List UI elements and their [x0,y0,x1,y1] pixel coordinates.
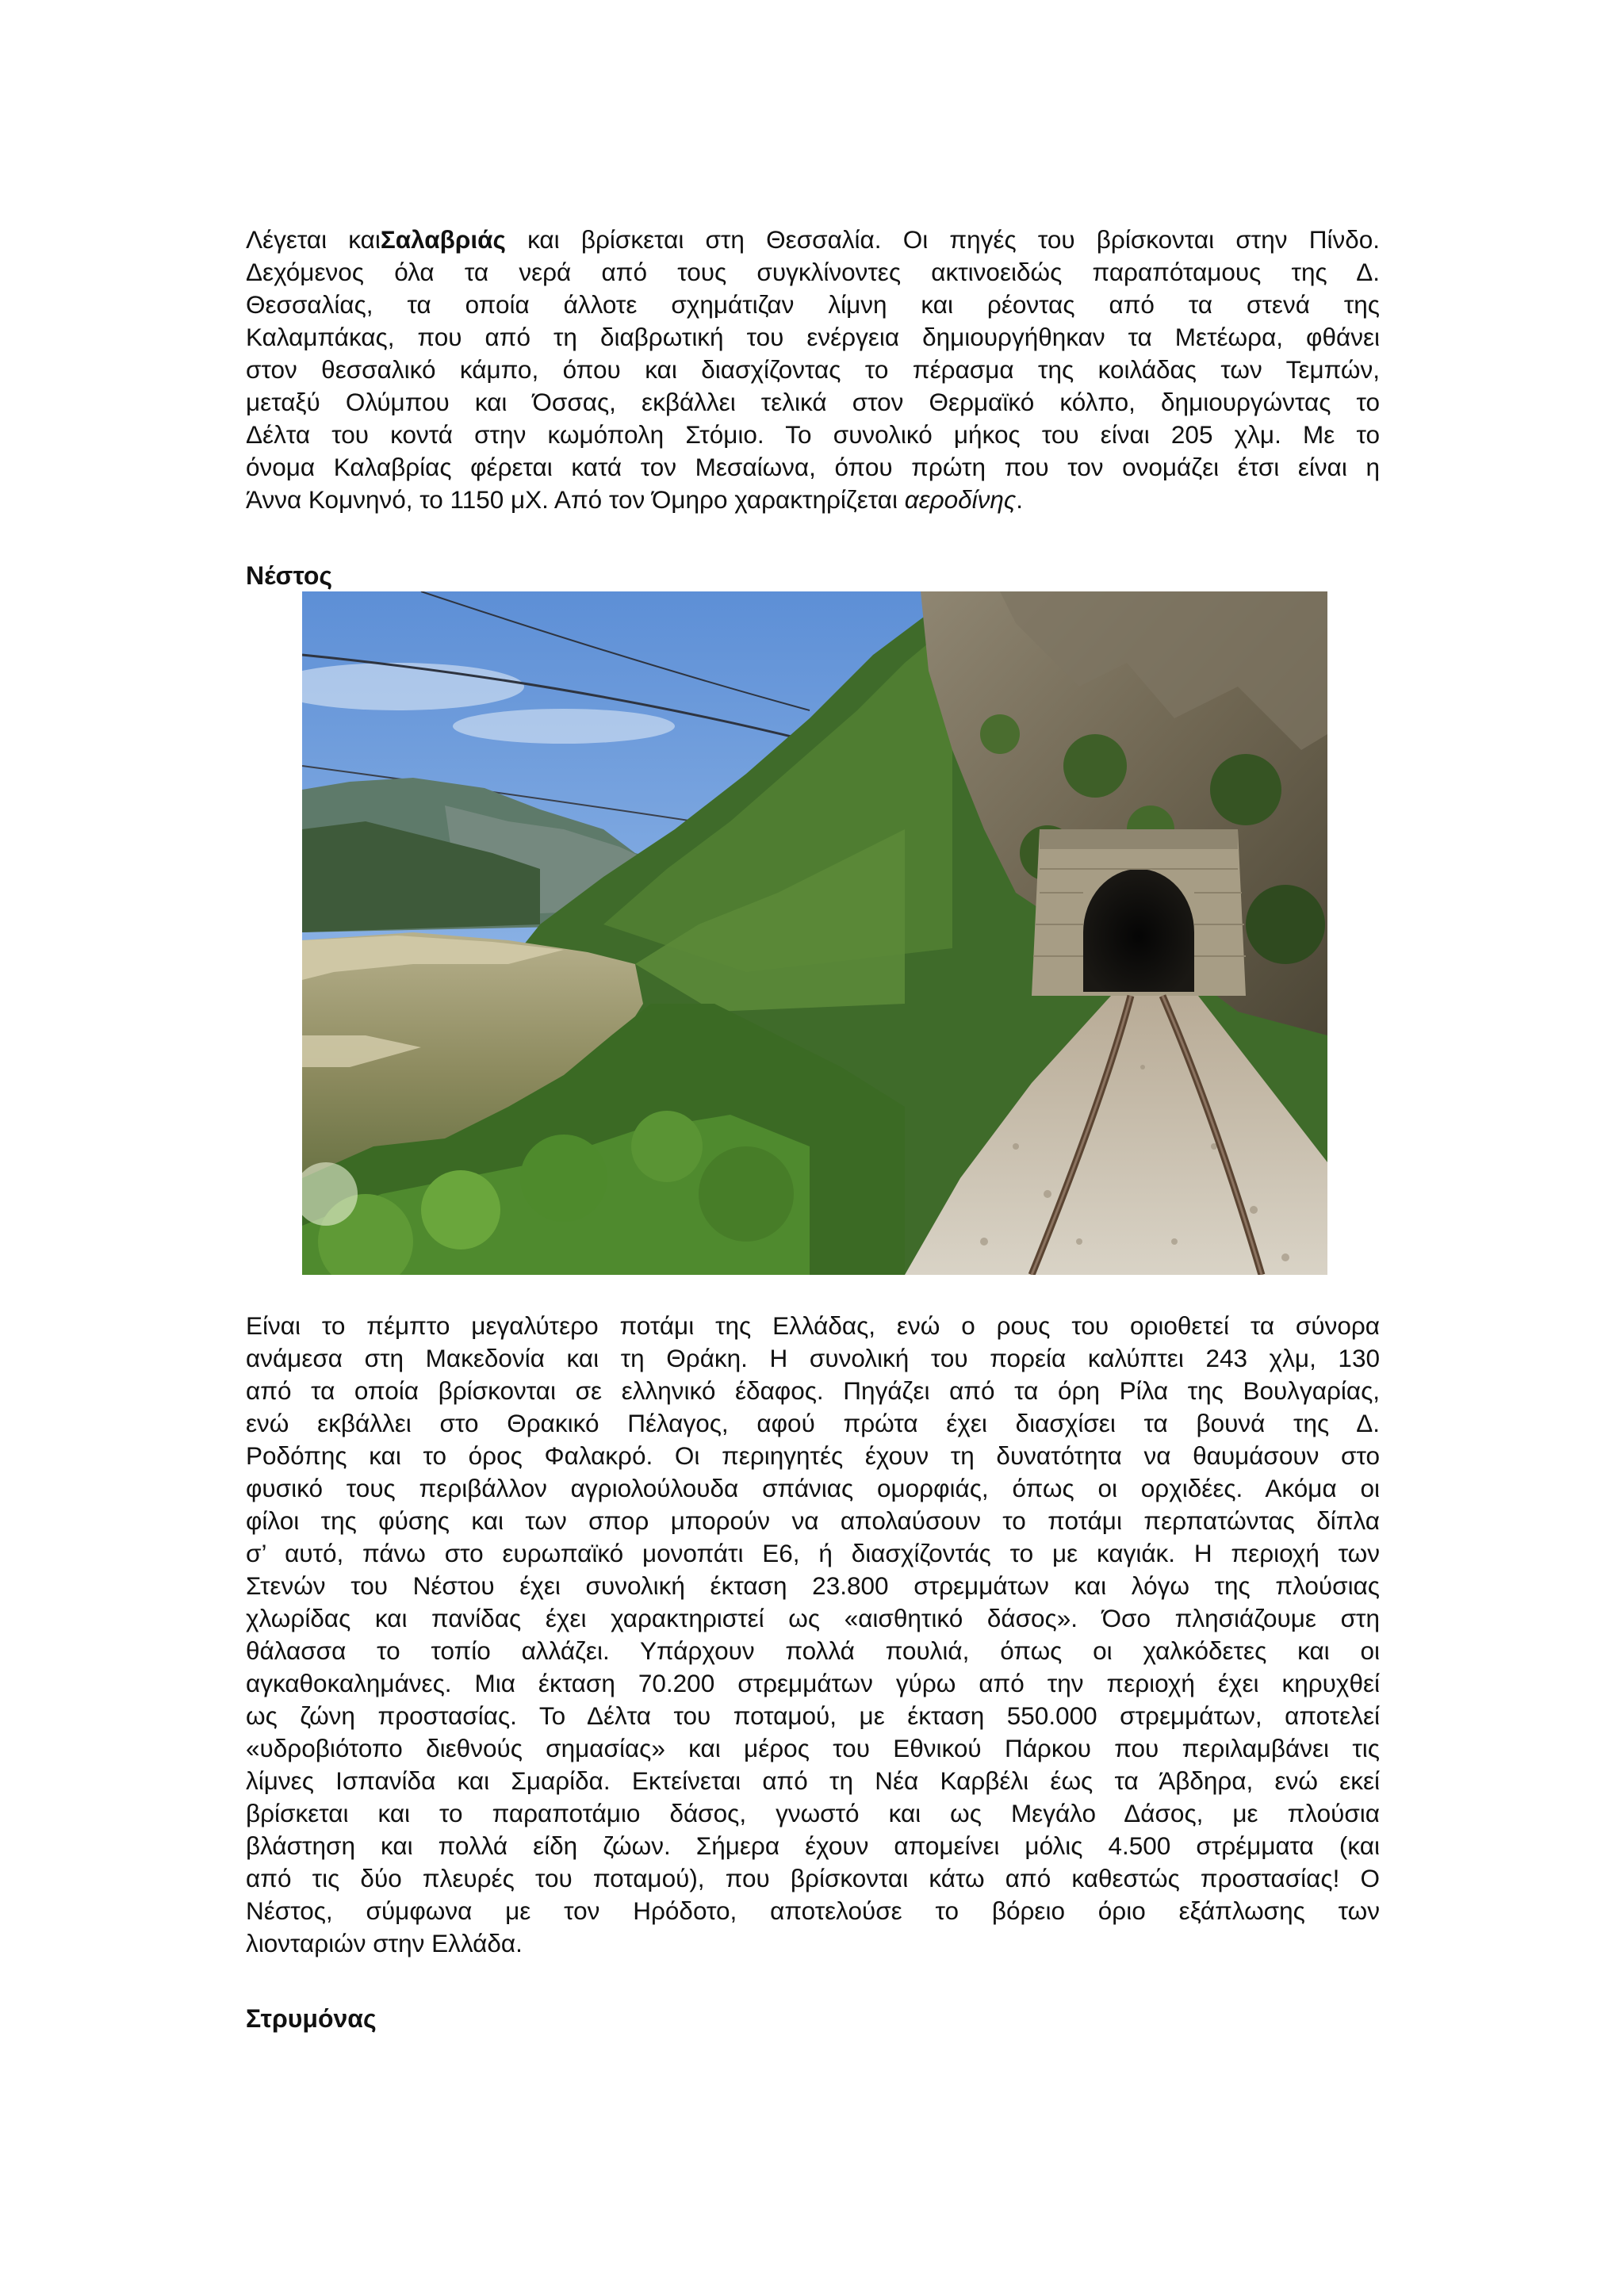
text-line: Είναι το πέμπτο μεγαλύτερο ποτάμι της Ελλάδας, ενώ ο ρους του οριοθετεί τα σύνορα [246,1311,1380,1340]
text-line: στον θεσσαλικό κάμπο, όπου και διασχίζοντας το πέρασμα της κοιλάδας των Τεμπών, [246,355,1380,384]
text-line: αγκαθοκαλημάνες. Μια έκταση 70.200 στρεμμάτων γύρω από την περιοχή έχει κηρυχθεί [246,1669,1380,1697]
section-heading-strymonas: Στρυμόνας [246,2004,377,2033]
text-line: μεταξύ Ολύμπου και Όσσας, εκβάλλει τελικά στον Θερμαϊκό κόλπο, δημιουργώντας το [246,388,1380,416]
text-line: ανάμεσα στη Μακεδονία και τη Θράκη. Η συνολική του πορεία καλύπτει 243 χλμ, 130 [246,1344,1380,1372]
text-line: ως ζώνη προστασίας. Το Δέλτα του ποταμού, με έκταση 550.000 στρεμμάτων, αποτελεί [246,1701,1380,1730]
text-run: . [1016,485,1023,514]
text-line: από τα οποία βρίσκονται σε ελληνικό έδαφος. Πηγάζει από τα όρη Ρίλα της Βουλγαρίας, [246,1376,1380,1405]
text-line: βλάστηση και πολλά είδη ζώων. Σήμερα έχουν απομείνει μόλις 4.500 στρέμματα (και [246,1831,1380,1860]
text-run: και βρίσκεται στη Θεσσαλία. Οι πηγές του βρίσκονται στην Πίνδο. [505,225,1380,254]
text-line: Δέλτα του κοντά στην κωμόπολη Στόμιο. Το συνολικό μήκος του είναι 205 χλμ. Με το [246,420,1380,449]
nestos-paragraph [246,1310,1380,1960]
text-line: σ’ αυτό, πάνω στο ευρωπαϊκό μονοπάτι Ε6, ή διασχίζοντάς το με καγιάκ. Η περιοχή των [246,1539,1380,1567]
text-line: βρίσκεται και το παραποτάμιο δάσος, γνωστό και ως Μεγάλο Δάσος, με πλούσια [246,1799,1380,1827]
text-line: θάλασσα το τοπίο αλλάζει. Υπάρχουν πολλά πουλιά, όπως οι χαλκόδετες και οι [246,1636,1380,1665]
italic-term: αεροδίνης [904,485,1017,514]
text-run: Λέγεται και [246,225,381,254]
text-line: Ροδόπης και το όρος Φαλακρό. Οι περιηγητές έχουν τη δυνατότητα να θαυμάσουν στο [246,1441,1380,1470]
intro-paragraph [246,224,1380,516]
text-line [246,224,1380,256]
text-line: φυσικό τους περιβάλλον αγριολούλουδα σπάνιας ομορφιάς, όπως οι ορχιδέες. Ακόμα οι [246,1474,1380,1502]
section-heading-nestos: Νέστος [246,561,333,590]
text-line: ενώ εκβάλλει στο Θρακικό Πέλαγος, αφού πρώτα έχει διασχίσει τα βουνά της Δ. [246,1409,1380,1437]
text-run: Άννα Κομνηνό, το 1150 μΧ. Από τον Όμηρο χαρακτηρίζεται [246,485,905,514]
text-line: όνομα Καλαβρίας φέρεται κατά τον Μεσαίωνα, όπου πρώτη που τον ονομάζει έτσι είναι η [246,453,1380,481]
text-line: από τις δύο πλευρές του ποταμού), που βρίσκονται κάτω από καθεστώς προστασίας! Ο [246,1864,1380,1892]
nestos-river-photo [302,591,1327,1275]
text-line: Θεσσαλίας, τα οποία άλλοτε σχημάτιζαν λίμνη και ρέοντας από τα στενά της [246,290,1380,319]
bold-term: Σαλαβριάς [380,225,506,254]
text-line: Στενών του Νέστου έχει συνολική έκταση 23.800 στρεμμάτων και λόγω της πλούσιας [246,1571,1380,1600]
text-line: φίλοι της φύσης και των σπορ μπορούν να απολαύσουν το ποτάμι περπατώντας δίπλα [246,1506,1380,1535]
text-line: χλωρίδας και πανίδας έχει χαρακτηριστεί ως «αισθητικό δάσος». Όσο πλησιάζουμε στη [246,1604,1380,1632]
text-line: Δεχόμενος όλα τα νερά από τους συγκλίνοντες ακτινοειδώς παραπόταμους της Δ. [246,258,1380,286]
text-line: λίμνες Ισπανίδα και Σμαρίδα. Εκτείνεται από τη Νέα Καρβέλι έως τα Άβδηρα, ενώ εκεί [246,1766,1380,1795]
text-line: λιονταριών στην Ελλάδα. [246,1929,523,1957]
text-line: Καλαμπάκας, που από τη διαβρωτική του ενέργεια δημιουργήθηκαν τα Μετέωρα, φθάνει [246,323,1380,351]
text-line [246,484,1380,516]
text-line: «υδροβιότοπο διεθνούς σημασίας» και μέρος του Εθνικού Πάρκου που περιλαμβάνει τις [246,1734,1380,1762]
text-line: Νέστος, σύμφωνα με τον Ηρόδοτο, αποτελούσε το βόρειο όριο εξάπλωσης των [246,1896,1380,1925]
